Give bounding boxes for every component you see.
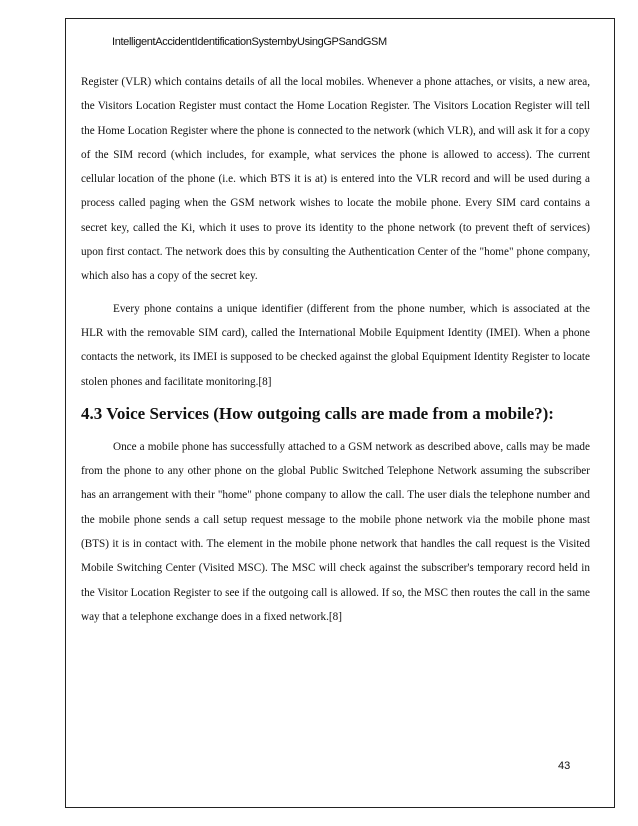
body-paragraph-vlr: Register (VLR) which contains details of all the local mobiles. Whenever a phone attaches, or visits, a new area, the Visitors Location Register must contact the Home Location Register. The Visitors Location Register will tell the Home Location Register where the phone is connected to the network (which VLR), and will ask it for a copy of the SIM record (which includes, for example, what services the phone is allowed to access). The current cellular location of the phone (i.e. which BTS it is at) is entered into the VLR record and will be used during a process called paging when the GSM network wishes to locate the mobile phone. Every SIM card contains a secret key, called the Ki, which it uses to prove its identity to the phone network (to prevent theft of services) upon first contact. The network does this by consulting the Authentication Center of the "home" phone company, which also has a copy of the secret key. <box>81 76 590 283</box>
page-body <box>81 70 590 629</box>
page-number: 43 <box>558 760 571 772</box>
section-heading: 4.3 Voice Services (How outgoing calls are made from a mobile?): <box>81 403 554 423</box>
body-paragraph-imei: Every phone contains a unique identifier (different from the phone number, which is associated at the HLR with the removable SIM card), called the International Mobile Equipment Identity (IMEI). When a phone contacts the network, its IMEI is supposed to be checked against the global Equipment Identity Register to locate stolen phones and facilitate monitoring.[8] <box>81 302 590 388</box>
body-paragraph-outgoing-calls: Once a mobile phone has successfully attached to a GSM network as described above, calls may be made from the phone to any other phone on the global Public Switched Telephone Network assuming the subscriber has an arrangement with their "home" phone company to allow the call. The user dials the telephone number and the mobile phone sends a call setup request message to the mobile phone network via the mobile phone mast (BTS) it is in contact with. The element in the mobile phone network that handles the call request is the Visited Mobile Switching Center (Visited MSC). The MSC will check against the subscriber's temporary record held in the Visitor Location Register to see if the outgoing call is allowed. If so, the MSC then routes the call in the same way that a telephone exchange does in a fixed network.[8] <box>81 440 590 623</box>
running-header: IntelligentAccidentIdentificationSystembyUsingGPSandGSM <box>112 36 387 48</box>
